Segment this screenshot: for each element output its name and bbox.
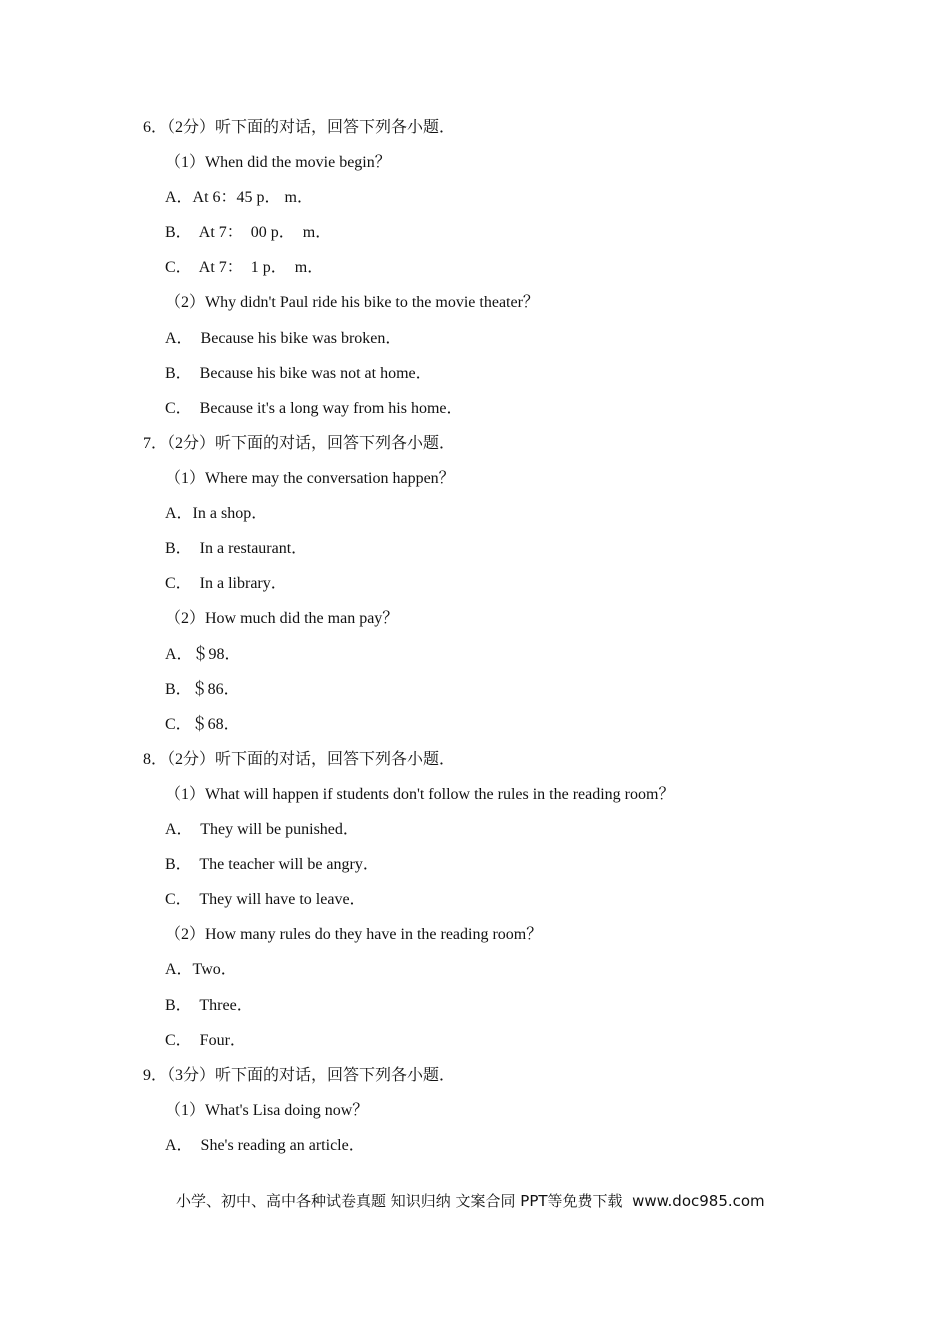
question-8-2-option-b: B． Three． <box>165 997 253 1014</box>
question-8-1-option-b: B． The teacher will be angry． <box>165 856 379 873</box>
question-7-1-option-b: B． In a restaurant． <box>165 540 308 557</box>
question-8-2-option-c: C． Four． <box>165 1032 246 1049</box>
question-8-2-prompt: （2）How many rules do they have in the reading room？ <box>165 926 543 943</box>
question-6-2-option-a: A． Because his bike was broken． <box>165 330 402 347</box>
question-7-header: 7．（2分）听下面的对话，回答下列各小题． <box>143 435 456 452</box>
question-8-1-option-c: C． They will have to leave． <box>165 891 366 908</box>
question-7-2-option-b: B．＄86． <box>165 681 240 698</box>
question-9-1-option-a: A． She's reading an article． <box>165 1137 365 1154</box>
question-9-header: 9．（3分）听下面的对话，回答下列各小题． <box>143 1067 456 1084</box>
question-8-header: 8．（2分）听下面的对话，回答下列各小题． <box>143 751 456 768</box>
page-footer-ad: 小学、初中、高中各种试卷真题 知识归纳 文案合同 PPT等免费下载 www.doc985.com <box>176 1192 765 1210</box>
question-6-header: 6．（2分）听下面的对话，回答下列各小题． <box>143 119 456 136</box>
question-6-2-prompt: （2）Why didn't Paul ride his bike to the movie theater？ <box>165 294 539 311</box>
question-7-2-option-c: C．＄68． <box>165 716 240 733</box>
question-8-1-option-a: A． They will be punished． <box>165 821 359 838</box>
question-6-2-option-c: C． Because it's a long way from his home． <box>165 400 463 417</box>
question-6-1-option-c: C． At 7： 1 p． m． <box>165 259 324 276</box>
question-6-2-option-b: B． Because his bike was not at home． <box>165 365 432 382</box>
question-6-1-option-a: A．At 6：45 p． m． <box>165 189 314 206</box>
question-7-1-prompt: （1）Where may the conversation happen？ <box>165 470 455 487</box>
question-7-1-option-c: C． In a library． <box>165 575 287 592</box>
question-7-2-prompt: （2）How much did the man pay？ <box>165 610 399 627</box>
question-8-1-prompt: （1）What will happen if students don't follow the rules in the reading room？ <box>165 786 675 803</box>
question-6-1-option-b: B． At 7： 00 p． m． <box>165 224 332 241</box>
question-8-2-option-a: A．Two． <box>165 961 237 978</box>
question-9-1-prompt: （1）What's Lisa doing now？ <box>165 1102 369 1119</box>
question-7-1-option-a: A．In a shop． <box>165 505 268 522</box>
question-7-2-option-a: A．＄98． <box>165 646 241 663</box>
question-6-1-prompt: （1）When did the movie begin？ <box>165 154 391 171</box>
